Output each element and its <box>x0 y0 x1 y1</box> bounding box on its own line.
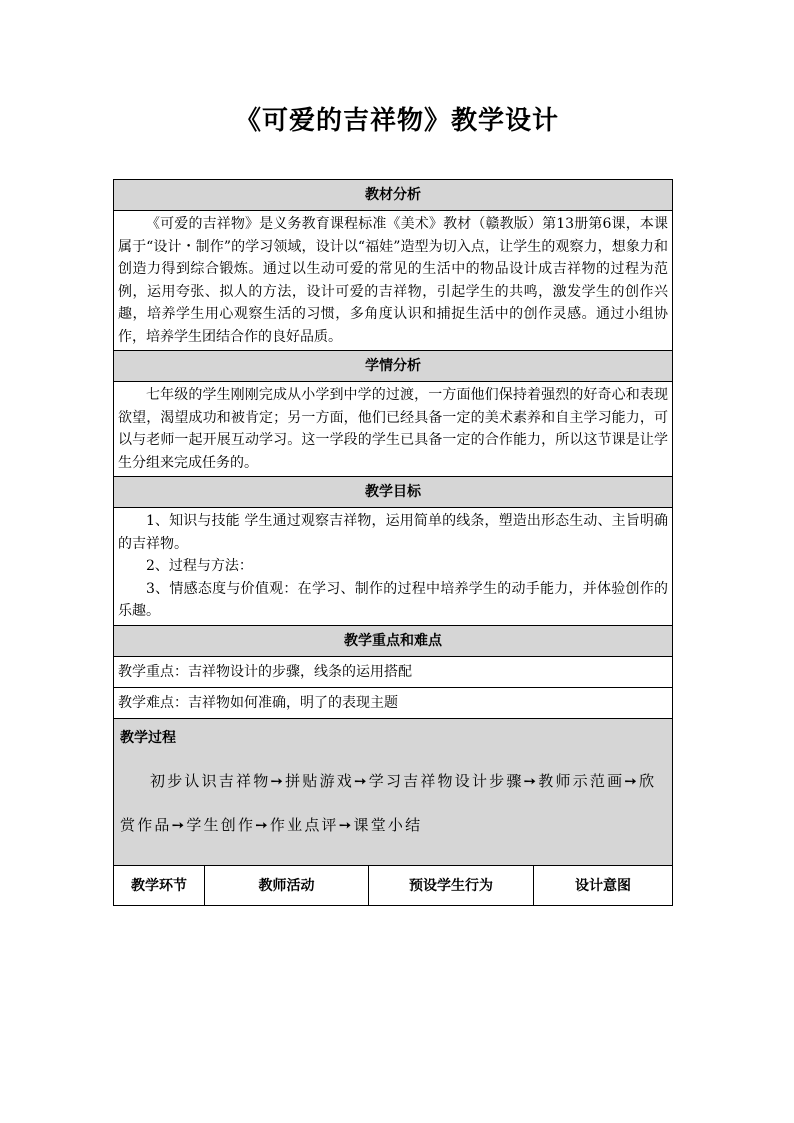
goal-item: 3、情感态度与价值观：在学习、制作的过程中培养学生的动手能力，并体验创作的乐趣。 <box>118 580 668 619</box>
student-analysis-text <box>114 382 672 477</box>
teaching-process <box>114 719 672 866</box>
column-header-student: 预设学生行为 <box>369 866 534 905</box>
section-header-goals: 教学目标 <box>114 477 672 508</box>
section-header-students: 学情分析 <box>114 351 672 382</box>
section-header-material: 教材分析 <box>114 180 672 211</box>
material-analysis-text <box>114 211 672 351</box>
column-header-teacher: 教师活动 <box>205 866 369 905</box>
material-analysis-paragraph: 《可爱的吉祥物》是义务教育课程标准《美术》教材（赣教版）第13册第6课，本课属于“设计・制作”的学习领域，设计以“福娃”造型为切入点，让学生的观察力，想象力和创造力得到综合锻炼。通过以生动可爱的常见的生活中的物品设计成吉祥物的过程为范例，运用夸张、拟人的方法，设计可爱的吉祥物，引起学生的共鸣，激发学生的创作兴趣，培养学生用心观察生活的习惯，多角度认识和捕捉生活中的创作灵感。通过小组协作，培养学生团结合作的良好品质。 <box>118 216 668 345</box>
column-header-intent: 设计意图 <box>575 878 631 894</box>
column-header-row <box>114 866 672 905</box>
lesson-plan-table <box>113 179 673 906</box>
process-label: 教学过程 <box>120 729 176 746</box>
key-point-focus: 教学重点：吉祥物设计的步骤，线条的运用搭配 <box>114 657 672 688</box>
goal-item: 2、过程与方法： <box>146 558 253 574</box>
goal-item: 1、知识与技能 学生通过观察吉祥物，运用简单的线条，塑造出形态生动、主旨明确的吉祥物。 <box>118 513 668 552</box>
process-flow: 初步认识吉祥物➙拼贴游戏➙学习吉祥物设计步骤➙教师示范画➙欣赏作品➙学生创作➙作业点评➙课堂小结 <box>120 771 657 834</box>
key-point-difficulty: 教学难点：吉祥物如何准确，明了的表现主题 <box>114 688 672 719</box>
student-analysis-paragraph: 七年级的学生刚刚完成从小学到中学的过渡，一方面他们保持着强烈的好奇心和表现欲望，渴望成功和被肯定；另一方面，他们已经具备一定的美术素养和自主学习能力，可以与老师一起开展互动学习。这一学段的学生已具备一定的合作能力，所以这节课是让学生分组来完成任务的。 <box>118 387 668 471</box>
section-header-keypoints: 教学重点和难点 <box>114 626 672 657</box>
teaching-goals <box>114 508 672 626</box>
column-header-stage: 教学环节 <box>114 866 205 905</box>
document-title: 《可爱的吉祥物》教学设计 <box>234 106 559 136</box>
